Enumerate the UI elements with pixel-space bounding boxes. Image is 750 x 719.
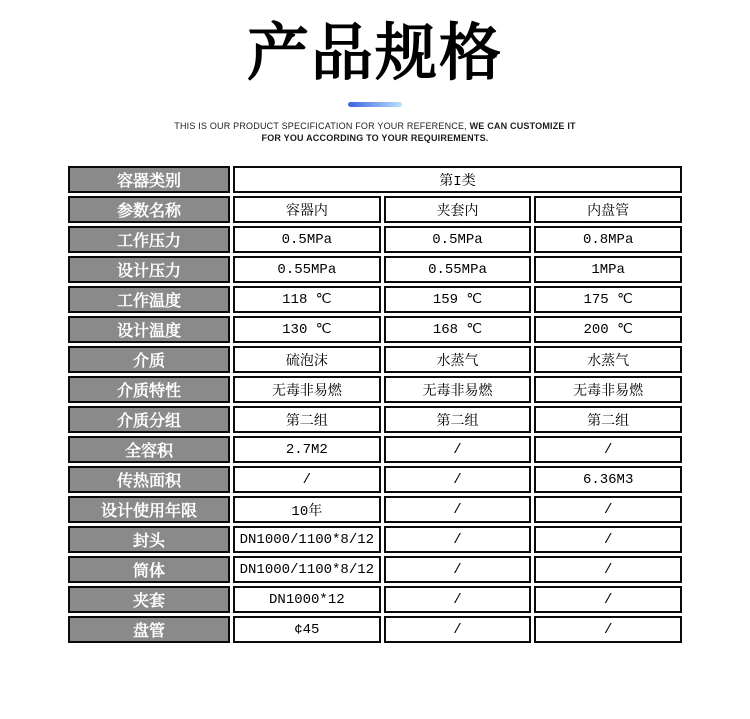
spec-label-cell: 介质分组 [68, 406, 230, 433]
spec-value-cell: / [534, 616, 682, 643]
spec-value-cell: 水蒸气 [534, 346, 682, 373]
page-title: 产品规格 [246, 19, 503, 88]
spec-value-cell: 1MPa [534, 256, 682, 283]
spec-row [68, 346, 682, 373]
spec-value-cell: 6.36M3 [534, 466, 682, 493]
spec-value-cell: 0.8MPa [534, 226, 682, 253]
spec-label-cell: 夹套 [68, 586, 230, 613]
spec-value-cell: / [384, 466, 532, 493]
spec-row [68, 556, 682, 583]
spec-value-cell: DN1000/1100*8/12 [233, 556, 381, 583]
spec-value-cell: 第二组 [233, 406, 381, 433]
spec-value-cell: 168 ℃ [384, 316, 532, 343]
spec-value-cell: / [384, 496, 532, 523]
spec-value-cell: / [534, 436, 682, 463]
spec-row [68, 256, 682, 283]
spec-row [68, 586, 682, 613]
spec-value-cell: 118 ℃ [233, 286, 381, 313]
spec-row [68, 286, 682, 313]
spec-label-cell: 工作温度 [68, 286, 230, 313]
spec-value-cell: 第二组 [534, 406, 682, 433]
subtitle-line1-regular: THIS IS OUR PRODUCT SPECIFICATION FOR YOUR REFERENCE, [174, 121, 467, 131]
subtitle [0, 120, 750, 144]
spec-label-cell: 设计压力 [68, 256, 230, 283]
spec-value-cell: 第二组 [384, 406, 532, 433]
spec-label-cell: 工作压力 [68, 226, 230, 253]
spec-label-cell: 介质 [68, 346, 230, 373]
spec-value-cell: 无毒非易燃 [534, 376, 682, 403]
spec-row [68, 466, 682, 493]
spec-value-cell: / [384, 616, 532, 643]
spec-value-cell: / [384, 586, 532, 613]
spec-row [68, 316, 682, 343]
spec-value-cell: ¢45 [233, 616, 381, 643]
spec-value-cell: 130 ℃ [233, 316, 381, 343]
spec-value-cell: 2.7M2 [233, 436, 381, 463]
spec-row [68, 196, 682, 223]
spec-label-cell: 介质特性 [68, 376, 230, 403]
spec-row [68, 616, 682, 643]
spec-value-cell: 硫泡沫 [233, 346, 381, 373]
spec-value-cell: / [534, 526, 682, 553]
spec-label-cell: 设计使用年限 [68, 496, 230, 523]
spec-value-cell: 夹套内 [384, 196, 532, 223]
spec-row [68, 166, 682, 193]
spec-value-cell: DN1000/1100*8/12 [233, 526, 381, 553]
spec-value-cell: 0.55MPa [384, 256, 532, 283]
spec-label-cell: 设计温度 [68, 316, 230, 343]
subtitle-line2: FOR YOU ACCORDING TO YOUR REQUIREMENTS. [261, 133, 489, 143]
spec-label-cell: 容器类别 [68, 166, 230, 193]
spec-table [65, 163, 685, 646]
spec-label-cell: 封头 [68, 526, 230, 553]
spec-label-cell: 筒体 [68, 556, 230, 583]
spec-value-cell: / [384, 556, 532, 583]
spec-value-cell: 内盘管 [534, 196, 682, 223]
spec-row [68, 226, 682, 253]
spec-value-cell: / [534, 556, 682, 583]
subtitle-line1 [0, 120, 750, 132]
spec-value-cell: 水蒸气 [384, 346, 532, 373]
spec-value-cell: / [384, 526, 532, 553]
spec-value-cell: 0.55MPa [233, 256, 381, 283]
spec-row [68, 496, 682, 523]
spec-value-cell: 0.5MPa [233, 226, 381, 253]
spec-value-cell: / [384, 436, 532, 463]
spec-row [68, 526, 682, 553]
spec-label-cell: 盘管 [68, 616, 230, 643]
spec-label-cell: 传热面积 [68, 466, 230, 493]
spec-value-cell: / [534, 586, 682, 613]
spec-value-cell: 200 ℃ [534, 316, 682, 343]
spec-row [68, 436, 682, 463]
spec-row [68, 406, 682, 433]
spec-value-cell: DN1000*12 [233, 586, 381, 613]
spec-table-body [68, 166, 682, 643]
spec-value-cell: 175 ℃ [534, 286, 682, 313]
spec-value-cell: 无毒非易燃 [384, 376, 532, 403]
spec-value-cell: / [534, 496, 682, 523]
spec-value-cell: 容器内 [233, 196, 381, 223]
spec-label-cell: 全容积 [68, 436, 230, 463]
spec-value-cell: 159 ℃ [384, 286, 532, 313]
spec-value-cell: / [233, 466, 381, 493]
spec-value-cell: 0.5MPa [384, 226, 532, 253]
accent-divider [348, 102, 402, 107]
spec-label-cell: 参数名称 [68, 196, 230, 223]
spec-value-cell: 无毒非易燃 [233, 376, 381, 403]
spec-row [68, 376, 682, 403]
spec-value-cell: 第I类 [233, 166, 682, 193]
subtitle-line1-bold: WE CAN CUSTOMIZE IT [469, 121, 576, 131]
spec-value-cell: 10年 [233, 496, 381, 523]
